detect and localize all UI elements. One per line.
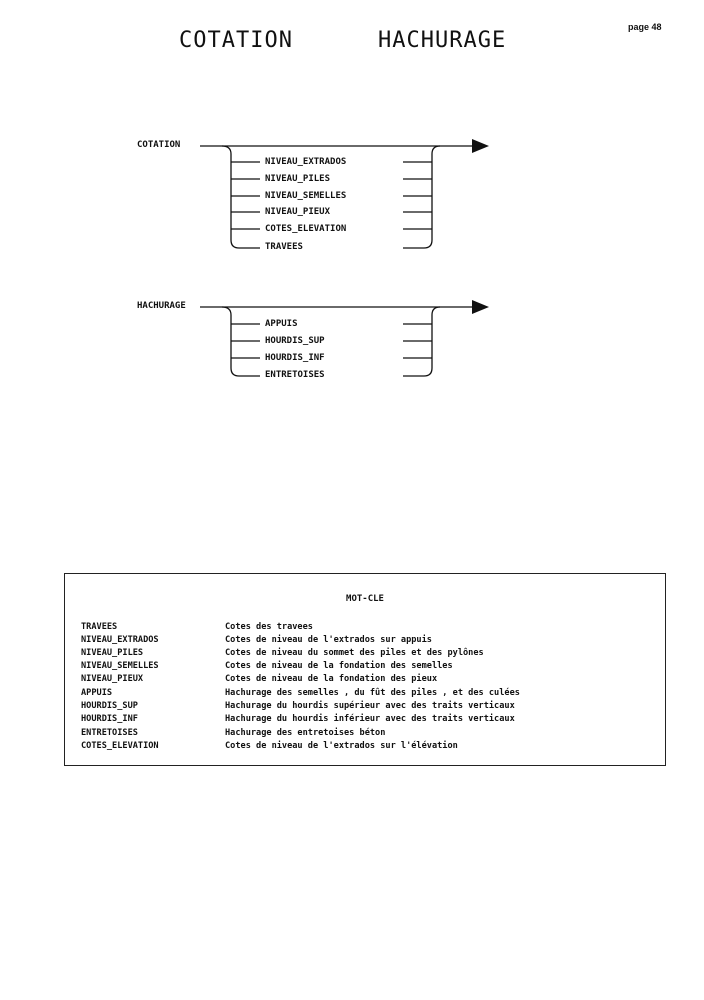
row-desc: Cotes des travees [225, 622, 313, 632]
title-cotation: COTATION [179, 28, 293, 53]
mot-cle-table [64, 573, 666, 766]
cotation-option: NIVEAU_PILES [265, 174, 331, 184]
hachurage-option: HOURDIS_SUP [265, 336, 325, 346]
cotation-option: TRAVEES [265, 242, 303, 252]
cotation-option: COTES_ELEVATION [265, 224, 347, 234]
row-desc: Cotes de niveau de l'extrados sur l'élévation [225, 741, 458, 751]
table-row [81, 661, 453, 671]
table-row [81, 622, 313, 632]
row-desc: Hachurage des semelles , du fût des piles , et des culées [225, 688, 520, 698]
row-desc: Cotes de niveau de la fondation des pieux [225, 674, 438, 684]
table-row [81, 688, 520, 698]
hachurage-option: HOURDIS_INF [265, 353, 325, 363]
row-desc: Hachurage du hourdis inférieur avec des traits verticaux [225, 714, 515, 724]
hachurage-diagram-lines [200, 307, 472, 376]
hachurage-option: ENTRETOISES [265, 370, 325, 380]
hachurage-option: APPUIS [265, 319, 298, 329]
row-key: APPUIS [81, 688, 113, 698]
row-desc: Cotes de niveau du sommet des piles et des pylônes [225, 648, 484, 658]
row-key: HOURDIS_SUP [81, 701, 138, 711]
table-row [81, 648, 484, 658]
row-key: TRAVEES [81, 622, 118, 632]
page-number: page 48 [628, 22, 662, 32]
row-key: NIVEAU_EXTRADOS [81, 635, 159, 645]
title-hachurage: HACHURAGE [378, 28, 507, 53]
table-row [81, 728, 385, 738]
cotation-option: NIVEAU_SEMELLES [265, 191, 347, 201]
mot-cle-heading: MOT-CLE [346, 594, 384, 604]
row-desc: Hachurage du hourdis supérieur avec des traits verticaux [225, 701, 515, 711]
row-key: COTES_ELEVATION [81, 741, 159, 751]
table-row [81, 741, 458, 751]
hachurage-diagram-label: HACHURAGE [137, 301, 186, 311]
row-desc: Cotes de niveau de la fondation des semelles [225, 661, 453, 671]
cotation-arrow-icon [472, 139, 489, 153]
table-row [81, 701, 515, 711]
row-key: HOURDIS_INF [81, 714, 138, 724]
row-key: NIVEAU_SEMELLES [81, 661, 159, 671]
table-row [81, 635, 432, 645]
table-row [81, 674, 437, 684]
row-desc: Cotes de niveau de l'extrados sur appuis [225, 635, 432, 645]
cotation-diagram-label: COTATION [137, 140, 181, 150]
row-desc: Hachurage des entretoises béton [225, 728, 386, 738]
hachurage-arrow-icon [472, 300, 489, 314]
table-row [81, 714, 515, 724]
cotation-option: NIVEAU_EXTRADOS [265, 157, 347, 167]
cotation-option: NIVEAU_PIEUX [265, 207, 331, 217]
row-key: ENTRETOISES [81, 728, 138, 738]
row-key: NIVEAU_PILES [81, 648, 144, 658]
row-key: NIVEAU_PIEUX [81, 674, 144, 684]
